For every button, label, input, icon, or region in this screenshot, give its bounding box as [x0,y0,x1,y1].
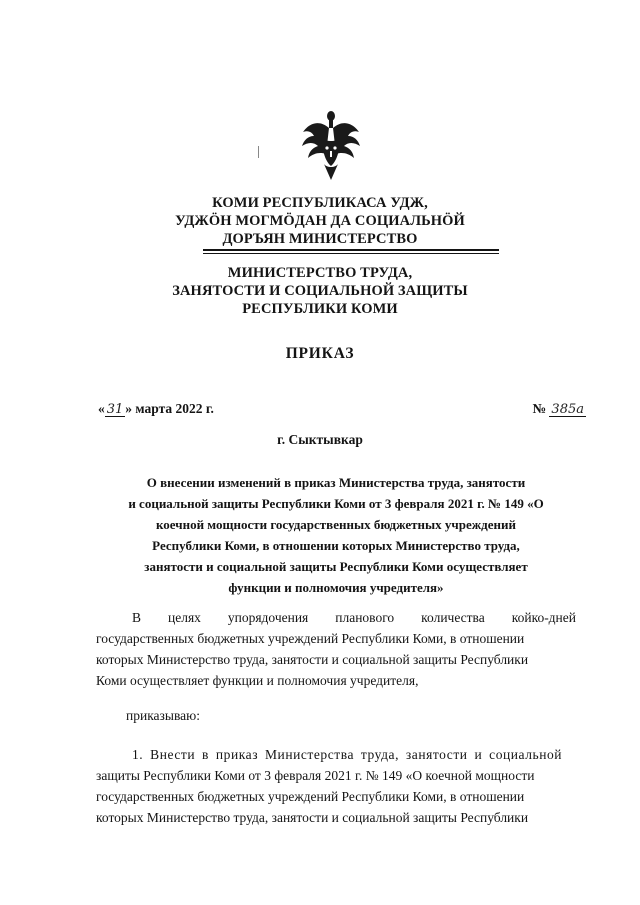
header-komi-line: КОМИ РЕСПУБЛИКАСА УДЖ, [212,195,428,211]
city-name: г. Сыктывкар [277,432,363,447]
header-divider-thin [203,253,499,254]
preamble-line: Коми осуществляет функции и полномочия учредителя, [96,673,419,688]
header-russian-line: МИНИСТЕРСТВО ТРУДА, [227,265,413,281]
clause-line: защиты Республики Коми от 3 февраля 2021 г. № 149 «О коечной мощности [96,768,535,783]
order-subject [96,472,576,598]
preamble-line: государственных бюджетных учреждений Республики Коми, в отношении [96,631,525,646]
number-handwritten: 385а [551,402,584,417]
clause-line-text: 1. Внести в приказ Министерства труда, занятости и социальной [132,747,563,762]
clause-1-first-line [96,744,576,765]
clause-line: которых Министерство труда, занятости и социальной защиты Республики [96,810,529,825]
date-day-handwritten: 31 [106,402,124,417]
header-divider-thick [203,249,499,251]
subject-line: Республики Коми, в отношении которых Министерство труда, [152,538,520,553]
number-prefix: № [532,401,550,416]
word: планового [335,610,395,625]
order-word: приказываю: [126,708,200,723]
preamble-line: которых Министерство труда, занятости и социальной защиты Республики [96,652,529,667]
komi-emblem-icon [300,108,362,182]
subject-line: занятости и социальной защиты Республики Коми осуществляет [144,559,528,574]
clause-1-paragraph [96,744,576,828]
clause-line: государственных бюджетных учреждений Республики Коми, в отношении [96,789,525,804]
date-close-quote: » [125,401,133,416]
header-russian [150,264,490,318]
header-russian-line: ЗАНЯТОСТИ И СОЦИАЛЬНОЙ ЗАЩИТЫ [172,283,468,299]
scan-mark [258,146,259,158]
word: целях [167,610,201,625]
preamble-first-line [96,607,576,628]
header-komi-line: ДОРЪЯН МИНИСТЕРСТВО [222,231,418,247]
subject-line: коечной мощности государственных бюджетных учреждений [155,517,516,532]
header-russian-line: РЕСПУБЛИКИ КОМИ [242,301,398,317]
subject-line: функции и полномочия учредителя» [228,580,444,595]
header-komi [150,194,490,248]
header-komi-line: УДЖӦН МОГМӦДАН ДА СОЦИАЛЬНӦЙ [175,213,465,229]
word: В [132,610,142,625]
preamble-paragraph [96,607,576,691]
word: койко-дней [511,610,576,625]
subject-line: О внесении изменений в приказ Министерства труда, занятости [146,475,526,490]
order-number [532,401,586,417]
word: упорядочения [227,610,309,625]
date-open-quote: « [98,401,105,416]
subject-line: и социальной защиты Республики Коми от 3 февраля 2021 г. № 149 «О [128,496,544,511]
document-type-title: ПРИКАЗ [285,345,355,362]
word: количества [421,610,485,625]
date-month-year: марта 2022 г. [132,401,214,416]
order-date [98,401,214,417]
